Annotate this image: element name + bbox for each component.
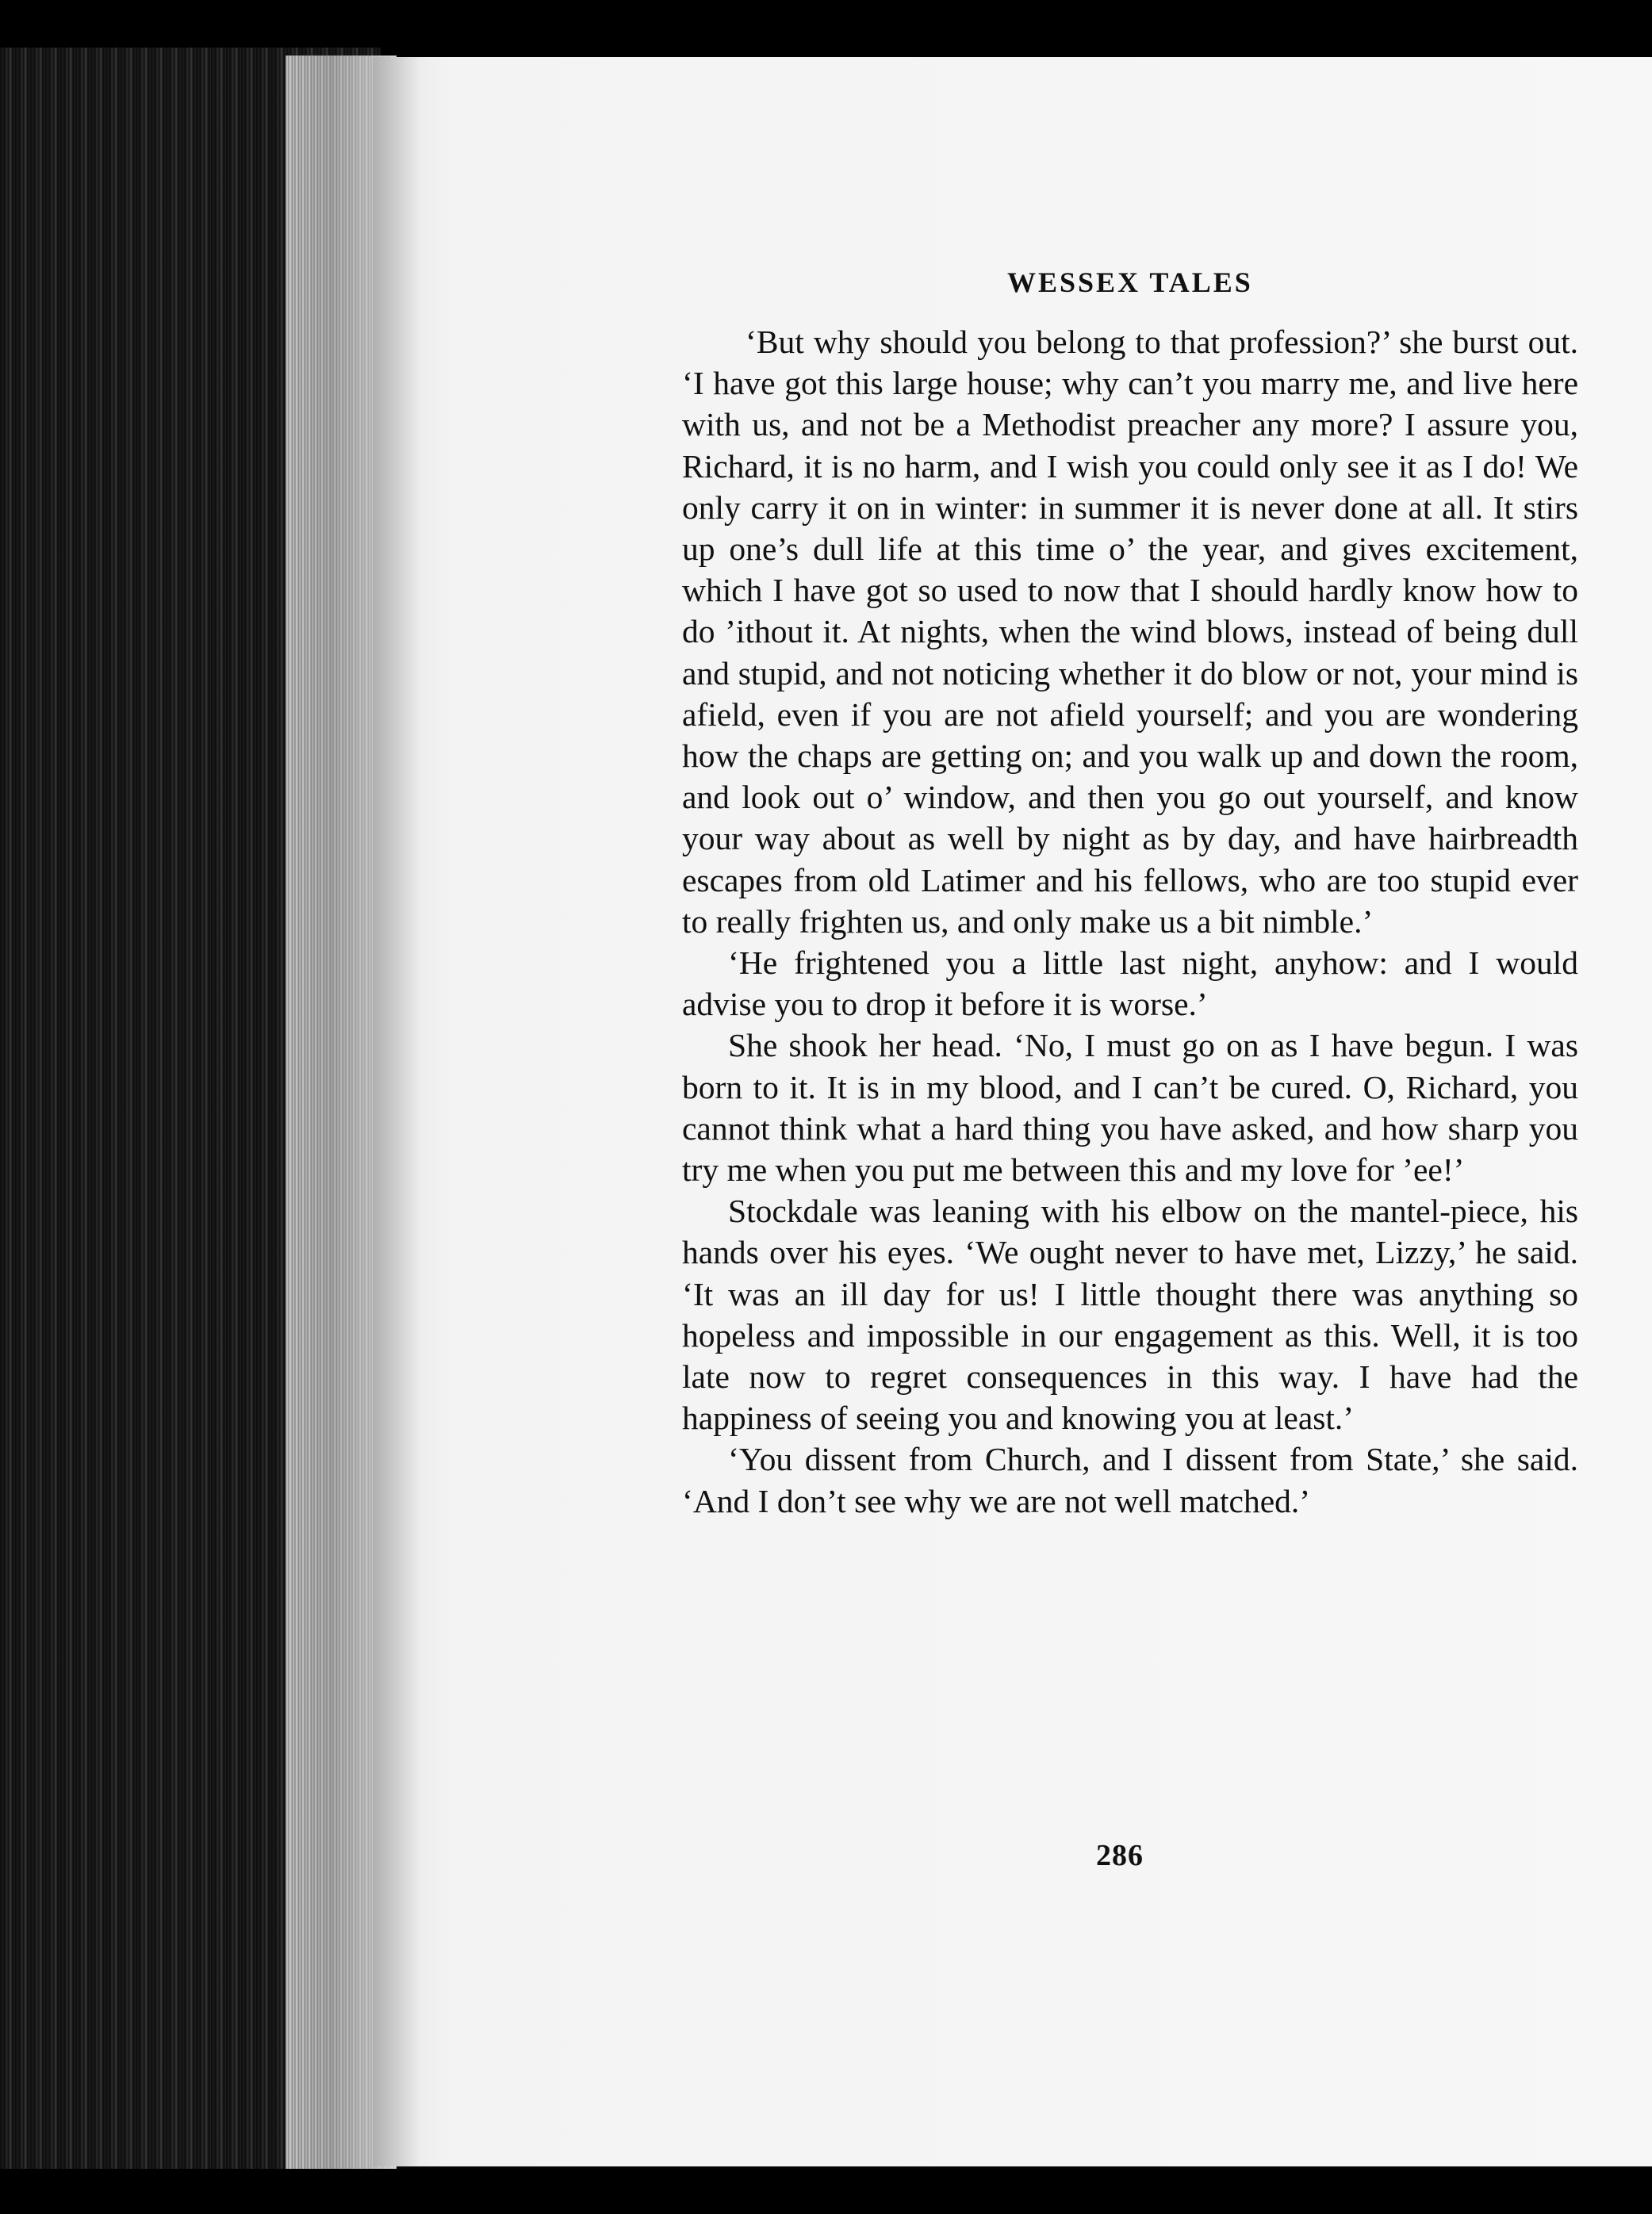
paragraph: Stockdale was leaning with his elbow on the mantel-piece, his hands over his eyes. ‘We ought never to have met, Lizzy,’ he said. ‘It was an ill day for us! I little thought there was anything so hopeless and impossible in our engagement as this. Well, it is too late now to regret consequences in this way. I have had the happiness of seeing you and knowing you at least.’ bbox=[682, 1193, 1578, 1437]
scan-border-bottom bbox=[0, 2169, 1652, 2214]
paragraph: She shook her head. ‘No, I must go on as I have begun. I was born to it. It is in my blood, and I can’t be cured. O, Richard, you cannot think what a hard thing you have asked, and how sharp you try me when you put me between this and my love for ’ee!’ bbox=[682, 1027, 1578, 1189]
page-gutter-shadow bbox=[373, 57, 420, 2166]
body-text bbox=[682, 321, 1578, 1522]
paragraph: ‘But why should you belong to that profession?’ she burst out. ‘I have got this large house; why can’t you marry me, and live here with us, and not be a Methodist preacher any more? I assure you, Richard, it is no harm, and I wish you could only see it as I do! We only carry it on in winter: in summer it is never done at all. It stirs up one’s dull life at this time o’ the year, and gives excitement, which I have got so used to now that I should hardly know how to do ’ithout it. At nights, when the wind blows, instead of being dull and stupid, and not noticing whether it do blow or not, your mind is afield, even if you are not afield yourself; and you are wondering how the chaps are getting on; and you walk up and down the room, and look out o’ window, and then you go out yourself, and know your way about as well by night as by day, and have hairbreadth escapes from old Latimer and his fellows, who are too stupid ever to really frighten us, and only make us a bit nimble.’ bbox=[682, 324, 1578, 940]
running-head: WESSEX TALES bbox=[1007, 266, 1253, 298]
paragraph: ‘He frightened you a little last night, anyhow: and I would advise you to drop it before it is worse.’ bbox=[682, 944, 1578, 1023]
page-number: 286 bbox=[1096, 1839, 1144, 1872]
paragraph: ‘You dissent from Church, and I dissent from State,’ she said. ‘And I don’t see why we are not well matched.’ bbox=[682, 1441, 1578, 1519]
